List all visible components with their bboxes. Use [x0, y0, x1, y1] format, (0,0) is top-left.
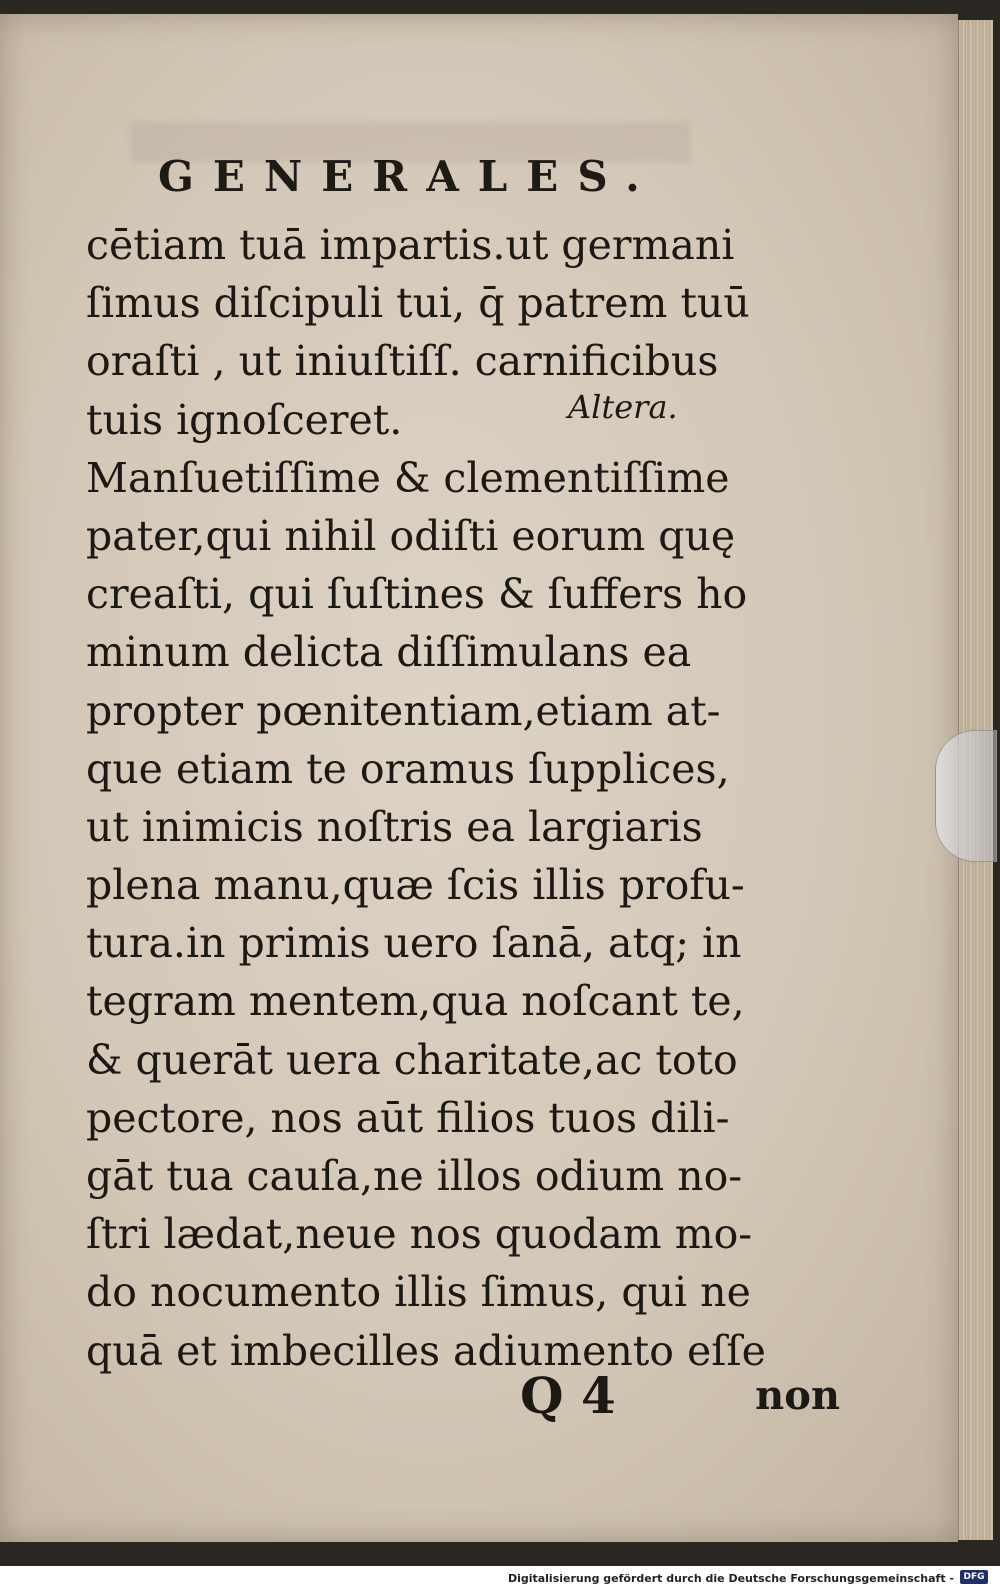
text-line: pater,qui nihil odiſti eorum quę: [86, 511, 736, 560]
text-line: creaſti, qui ſuſtines & ſuffers ho: [86, 570, 748, 619]
text-line: minum delicta diſſimulans ea: [86, 628, 692, 677]
footer-bar: [0, 1566, 1000, 1588]
section-heading: Altera.: [568, 388, 678, 426]
text-line: plena manu,quæ ſcis illis profu-: [86, 861, 745, 910]
page-clip: [935, 730, 997, 862]
text-line: que etiam te oramus ſupplices,: [86, 744, 730, 793]
text-line: ſtri lædat,neue nos quodam mo-: [86, 1210, 753, 1259]
text-line: cētiam tuā impartis.ut germani: [86, 221, 735, 269]
funding-credit: Digitalisierung gefördert durch die Deutsche Forschungsgemeinschaft -: [507, 1572, 954, 1585]
dfg-logo: DFG: [960, 1570, 988, 1584]
signature-mark: Q 4: [520, 1366, 616, 1425]
book-page: [0, 14, 958, 1542]
text-line: Manſuetiſſime & clementiſſime: [86, 453, 730, 502]
text-line: gāt tua cauſa,ne illos odium no-: [86, 1152, 743, 1200]
text-line: do nocumento illis ſimus, qui ne: [86, 1268, 751, 1317]
text-line: & querāt uera charitate,ac toto: [86, 1035, 738, 1084]
catchword: non: [755, 1372, 840, 1419]
text-line: ſimus diſcipuli tui, q̄ patrem tuū: [86, 279, 750, 328]
running-head: GENERALES.: [158, 152, 659, 201]
body-text: [86, 216, 846, 1380]
text-line: tuis ignoſceret.: [86, 395, 403, 444]
text-line: propter pœnitentiam,etiam at-: [86, 686, 721, 735]
text-line: tegram mentem,qua noſcant te,: [86, 977, 745, 1026]
text-line: quā et imbecilles adiumento eſſe: [86, 1326, 766, 1375]
text-line: tura.in primis uero ſanā, atq; in: [86, 919, 742, 968]
text-line: pectore, nos aūt filios tuos dili-: [86, 1093, 730, 1142]
text-line: ut inimicis noſtris ea largiaris: [86, 802, 703, 851]
signature-line: [520, 1366, 840, 1426]
text-line: oraſti , ut iniuſtiſſ. carnificibus: [86, 337, 719, 386]
